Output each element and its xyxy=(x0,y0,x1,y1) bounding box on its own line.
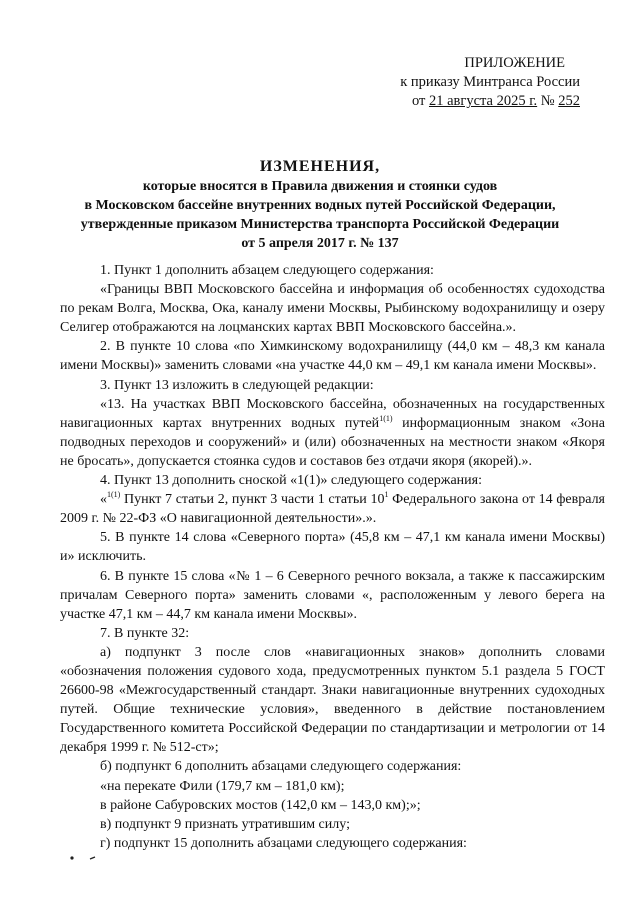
paragraph: «Границы ВВП Московского бассейна и информация об особенностях судоходства по рекам Волга, Москва, Ока, каналу имени Москвы, Рыбинскому водохранилищу и озеру Селигер отображаются на лоцманских картах ВВП Московского бассейна.». xyxy=(60,282,605,336)
heading-main: ИЗМЕНЕНИЯ, xyxy=(259,158,381,175)
paragraph: «13. На участках ВВП Московского бассейна, обозначенных на государственных навигационных картах внутренних водных путей$^{1(1)}$ информационным знаком «Зона подводных переходов и сооружений» и (или) обозначенных на местности знаком «Якоря не бросать», допускается стоянка судов и составов без отдачи якоря (якорей).». xyxy=(60,396,605,469)
footnote-mark: 1(1) xyxy=(379,413,393,423)
footnote-mark: 1(1) xyxy=(107,490,121,500)
paragraph: г) подпункт 15 дополнить абзацами следующего содержания: xyxy=(100,835,467,851)
document-heading xyxy=(60,157,580,253)
document-body xyxy=(60,261,605,853)
paragraph: «на перекате Фили (179,7 км – 181,0 км); xyxy=(100,778,345,794)
heading-line-4: от 5 апреля 2017 г. № 137 xyxy=(241,236,399,251)
paragraph: 2. В пункте 10 слова «по Химкинскому водохранилищу (44,0 км – 48,3 км канала имени Москвы)» заменить словами «на участке 44,0 км – 49,1 км канала имени Москвы». xyxy=(60,339,605,374)
heading-line-1: которые вносятся в Правила движения и стоянки судов xyxy=(142,179,498,194)
appendix-order-ref: к приказу Минтранса России xyxy=(400,74,580,90)
paragraph: 3. Пункт 13 изложить в следующей редакции: xyxy=(100,377,374,393)
appendix-date-line: от 21 августа 2025 г. № 252 xyxy=(411,93,580,109)
appendix-date: 21 августа 2025 г. xyxy=(428,93,538,109)
appendix-header xyxy=(280,54,580,111)
paragraph: 5. В пункте 14 слова «Северного порта» (45,8 км – 47,1 км канала имени Москвы) и» исключить. xyxy=(60,530,605,565)
paragraph: 4. Пункт 13 дополнить сноской «1(1)» следующего содержания: xyxy=(100,473,482,489)
paragraph: 7. В пункте 32: xyxy=(100,625,190,641)
paragraph: 1. Пункт 1 дополнить абзацем следующего содержания: xyxy=(100,263,434,278)
scan-dots-icon xyxy=(68,852,108,864)
heading-line-2: в Московском бассейне внутренних водных путей Российской Федерации, xyxy=(84,198,556,213)
appendix-title: ПРИЛОЖЕНИЕ xyxy=(464,55,565,71)
appendix-number: 252 xyxy=(558,93,580,109)
scan-marks xyxy=(68,852,108,868)
paragraph: 6. В пункте 15 слова «№ 1 – 6 Северного речного вокзала, а также к пассажирским причалам Северного порта» заменить словами «, расположенным у левого берега на участке 47,1 км – 44,7 км канала имени Москвы». xyxy=(60,568,605,622)
paragraph: в районе Сабуровских мостов (142,0 км – 143,0 км);»; xyxy=(100,797,421,813)
heading-line-3: утвержденные приказом Министерства транспорта Российской Федерации xyxy=(80,217,560,232)
paragraph: а) подпункт 3 после слов «навигационных знаков» дополнить словами «обозначения положения судового хода, предусмотренных пунктом 5.1 раздела 5 ГОСТ 26600-98 «Межгосударственный стандарт. Знаки навигационные внутренних судоходных путей. Общие технические условия», введенного в действие постановлением Государственного комитета Российской Федерации по стандартизации и метрологии от 14 декабря 1999 г. № 512-ст»; xyxy=(60,644,605,756)
paragraph: б) подпункт 6 дополнить абзацами следующего содержания: xyxy=(100,759,462,775)
superscript-mark: 1 xyxy=(384,490,389,500)
paragraph: «$^{1(1)}$ Пункт 7 статьи 2, пункт 3 части 1 статьи $10^1$ Федерального закона от 14 февраля 2009 г. № 22-ФЗ «О навигационной деятельности».». xyxy=(60,490,605,527)
paragraph: в) подпункт 9 признать утратившим силу; xyxy=(100,816,350,832)
